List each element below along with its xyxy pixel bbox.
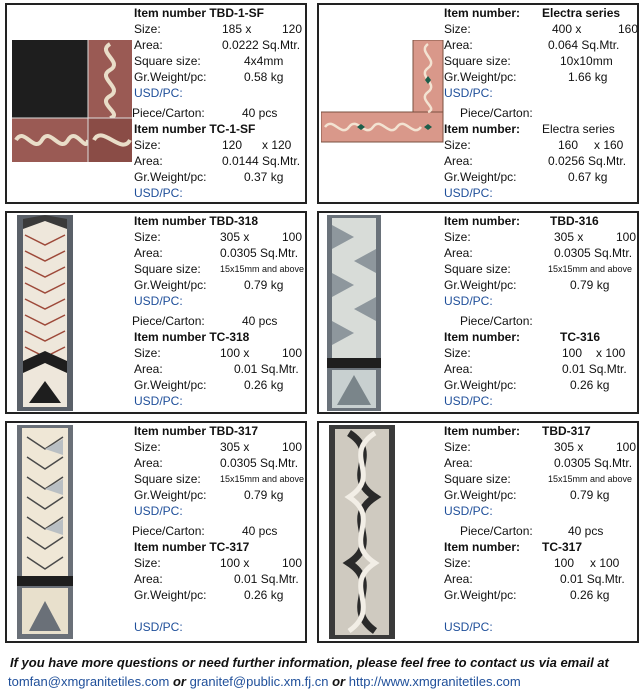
piece-carton-label: Piece/Carton: — [132, 106, 205, 120]
size-label: Size: — [134, 440, 161, 454]
area-label: Area: — [444, 456, 473, 470]
square-size-value: 15x15mm and above — [548, 264, 633, 274]
area-value: 0.0144 Sq.Mtr. — [222, 154, 301, 168]
weight-label: Gr.Weight/pc: — [444, 70, 517, 84]
spec-block-tbd-1-sf — [134, 5, 306, 201]
weight-label: Gr.Weight/pc: — [444, 170, 517, 184]
item-number-label: Item number: — [444, 122, 521, 136]
weight-value: 0.79 kg — [244, 488, 284, 502]
size-width: 305 x — [554, 230, 584, 244]
size-width: 305 x — [554, 440, 584, 454]
size-width: 100 x — [220, 556, 250, 570]
weight-value: 0.79 kg — [570, 488, 610, 502]
size-label: Size: — [444, 556, 471, 570]
item-number-title: Item number TC-317 — [134, 540, 250, 554]
usd-per-pc-label: USD/PC: — [444, 86, 493, 100]
size-label: Size: — [134, 138, 161, 152]
size-label: Size: — [134, 556, 161, 570]
size-height: x 100 — [596, 346, 626, 360]
square-size-label: Square size: — [444, 54, 511, 68]
product-panel-tbd-1-sf — [5, 3, 307, 204]
product-panel-tbd-318 — [5, 211, 307, 414]
size-width: 185 x — [222, 22, 252, 36]
product-panel-tbd-317-variant — [317, 421, 639, 643]
weight-value: 0.37 kg — [244, 170, 284, 184]
area-value: 0.064 Sq.Mtr. — [548, 38, 620, 52]
item-number-value: TC-317 — [542, 540, 583, 554]
weight-label: Gr.Weight/pc: — [444, 488, 517, 502]
size-height: 100 — [282, 230, 303, 244]
email-link-granitef[interactable]: granitef@public.xm.fj.cn — [189, 674, 329, 689]
usd-per-pc-label: USD/PC: — [444, 620, 493, 634]
mosaic-border-image-electra — [321, 40, 446, 152]
area-value: 0.0305 Sq.Mtr. — [554, 246, 633, 260]
area-value: 0.01 Sq.Mtr. — [562, 362, 627, 376]
size-label: Size: — [444, 22, 471, 36]
usd-per-pc-label: USD/PC: — [134, 86, 183, 100]
usd-per-pc-label: USD/PC: — [444, 186, 493, 200]
item-number-title: Item number TBD-317 — [134, 424, 259, 438]
size-height: 160 — [618, 22, 639, 36]
area-value: 0.01 Sq.Mtr. — [234, 572, 299, 586]
weight-label: Gr.Weight/pc: — [134, 70, 207, 84]
weight-label: Gr.Weight/pc: — [134, 278, 207, 292]
mosaic-border-image-tbd-317-variant — [329, 425, 395, 639]
product-panel-electra-series — [317, 3, 639, 204]
weight-value: 0.79 kg — [244, 278, 284, 292]
size-width: 305 x — [220, 230, 250, 244]
weight-value: 0.26 kg — [244, 588, 284, 602]
weight-value: 0.26 kg — [570, 378, 610, 392]
usd-per-pc-label: USD/PC: — [134, 394, 183, 408]
size-height: x 120 — [262, 138, 292, 152]
weight-value: 0.79 kg — [570, 278, 610, 292]
square-size-value: 15x15mm and above — [548, 474, 633, 484]
area-value: 0.01 Sq.Mtr. — [560, 572, 625, 586]
size-label: Size: — [134, 346, 161, 360]
area-label: Area: — [134, 362, 163, 376]
item-number-value: Electra series — [542, 122, 615, 136]
square-size-value: 15x15mm and above — [220, 474, 305, 484]
weight-label: Gr.Weight/pc: — [444, 378, 517, 392]
usd-per-pc-label: USD/PC: — [134, 186, 183, 200]
size-height: 100 — [282, 346, 303, 360]
piece-carton-label: Piece/Carton: — [460, 314, 533, 328]
area-label: Area: — [444, 246, 473, 260]
weight-label: Gr.Weight/pc: — [444, 278, 517, 292]
piece-carton-label: Piece/Carton: — [132, 524, 205, 538]
item-number-title: Item number TC-1-SF — [134, 122, 256, 136]
area-label: Area: — [444, 154, 473, 168]
size-width: 100 x — [220, 346, 250, 360]
size-width: 305 x — [220, 440, 250, 454]
or-separator: or — [332, 674, 346, 689]
usd-per-pc-label: USD/PC: — [134, 294, 183, 308]
item-number-value: Electra series — [542, 6, 621, 20]
size-height: x 160 — [594, 138, 624, 152]
weight-value: 0.67 kg — [568, 170, 608, 184]
usd-per-pc-label: USD/PC: — [444, 394, 493, 408]
contact-question: If you have more questions or need further information, please feel free to contact us via email at — [10, 655, 609, 670]
piece-carton-value: 40 pcs — [242, 106, 278, 120]
piece-carton-label: Piece/Carton: — [460, 106, 533, 120]
area-value: 0.0305 Sq.Mtr. — [220, 246, 299, 260]
product-panel-tbd-316 — [317, 211, 639, 414]
item-number-label: Item number: — [444, 330, 521, 344]
square-size-label: Square size: — [444, 262, 511, 276]
weight-label: Gr.Weight/pc: — [134, 170, 207, 184]
piece-carton-value: 40 pcs — [242, 524, 278, 538]
weight-label: Gr.Weight/pc: — [134, 588, 207, 602]
piece-carton-label: Piece/Carton: — [460, 524, 533, 538]
item-number-label: Item number: — [444, 424, 521, 438]
mosaic-border-image-tbd-1-sf — [12, 40, 132, 173]
size-height: 100 — [282, 440, 303, 454]
email-link-tomfan[interactable]: tomfan@xmgranitetiles.com — [8, 674, 170, 689]
area-label: Area: — [134, 246, 163, 260]
weight-label: Gr.Weight/pc: — [134, 378, 207, 392]
item-number-label: Item number: — [444, 540, 521, 554]
item-number-title: Item number TBD-1-SF — [134, 6, 265, 20]
item-number-label: Item number: — [444, 214, 521, 228]
size-height: 100 — [616, 230, 637, 244]
spec-block-tbd-318 — [134, 213, 306, 409]
area-value: 0.0305 Sq.Mtr. — [554, 456, 633, 470]
item-number-title: Item number TC-318 — [134, 330, 250, 344]
usd-per-pc-label: USD/PC: — [134, 620, 183, 634]
size-height: 100 — [616, 440, 637, 454]
size-label: Size: — [444, 440, 471, 454]
item-number-value: TBD-316 — [550, 214, 599, 228]
website-link[interactable]: http://www.xmgranitetiles.com — [348, 674, 521, 689]
usd-per-pc-label: USD/PC: — [444, 294, 493, 308]
item-number-title: Item number TBD-318 — [134, 214, 259, 228]
weight-label: Gr.Weight/pc: — [444, 588, 517, 602]
size-height: 100 — [282, 556, 303, 570]
area-value: 0.0222 Sq.Mtr. — [222, 38, 301, 52]
square-size-label: Square size: — [134, 262, 201, 276]
area-label: Area: — [444, 572, 473, 586]
weight-value: 0.58 kg — [244, 70, 284, 84]
item-number-label: Item number: — [444, 6, 521, 20]
square-size-value: 10x10mm — [560, 54, 613, 68]
area-label: Area: — [134, 154, 163, 168]
size-height: x 100 — [590, 556, 620, 570]
spec-block-electra — [444, 5, 638, 201]
piece-carton-value: 40 pcs — [568, 524, 604, 538]
area-label: Area: — [134, 38, 163, 52]
square-size-label: Square size: — [134, 54, 201, 68]
mosaic-border-image-tbd-316 — [327, 215, 381, 411]
area-label: Area: — [444, 362, 473, 376]
piece-carton-value: 40 pcs — [242, 314, 278, 328]
usd-per-pc-label: USD/PC: — [134, 504, 183, 518]
mosaic-border-image-tbd-317 — [17, 425, 73, 639]
size-label: Size: — [444, 138, 471, 152]
size-width: 100 — [562, 346, 583, 360]
item-number-value: TBD-317 — [542, 424, 591, 438]
size-width: 160 — [558, 138, 579, 152]
usd-per-pc-label: USD/PC: — [444, 504, 493, 518]
product-panel-tbd-317 — [5, 421, 307, 643]
piece-carton-label: Piece/Carton: — [132, 314, 205, 328]
area-value: 0.0256 Sq.Mtr. — [548, 154, 627, 168]
spec-block-tbd-316 — [444, 213, 638, 409]
weight-value: 0.26 kg — [570, 588, 610, 602]
square-size-value: 4x4mm — [244, 54, 284, 68]
size-label: Size: — [444, 230, 471, 244]
square-size-label: Square size: — [134, 472, 201, 486]
size-height: 120 — [282, 22, 303, 36]
weight-value: 0.26 kg — [244, 378, 284, 392]
spec-block-tbd-317 — [134, 423, 306, 635]
or-separator: or — [172, 674, 186, 689]
weight-value: 1.66 kg — [568, 70, 608, 84]
area-label: Area: — [134, 456, 163, 470]
square-size-label: Square size: — [444, 472, 511, 486]
size-label: Size: — [134, 230, 161, 244]
spec-block-tbd-317-variant — [444, 423, 638, 635]
mosaic-border-image-tbd-318 — [17, 215, 73, 411]
square-size-value: 15x15mm and above — [220, 264, 305, 274]
weight-label: Gr.Weight/pc: — [134, 488, 207, 502]
contact-line — [8, 674, 521, 689]
size-width: 120 — [222, 138, 243, 152]
area-label: Area: — [444, 38, 473, 52]
size-width: 400 x — [552, 22, 582, 36]
area-value: 0.0305 Sq.Mtr. — [220, 456, 299, 470]
area-label: Area: — [134, 572, 163, 586]
size-label: Size: — [444, 346, 471, 360]
item-number-value: TC-316 — [560, 330, 601, 344]
size-label: Size: — [134, 22, 161, 36]
size-width: 100 — [554, 556, 575, 570]
area-value: 0.01 Sq.Mtr. — [234, 362, 299, 376]
